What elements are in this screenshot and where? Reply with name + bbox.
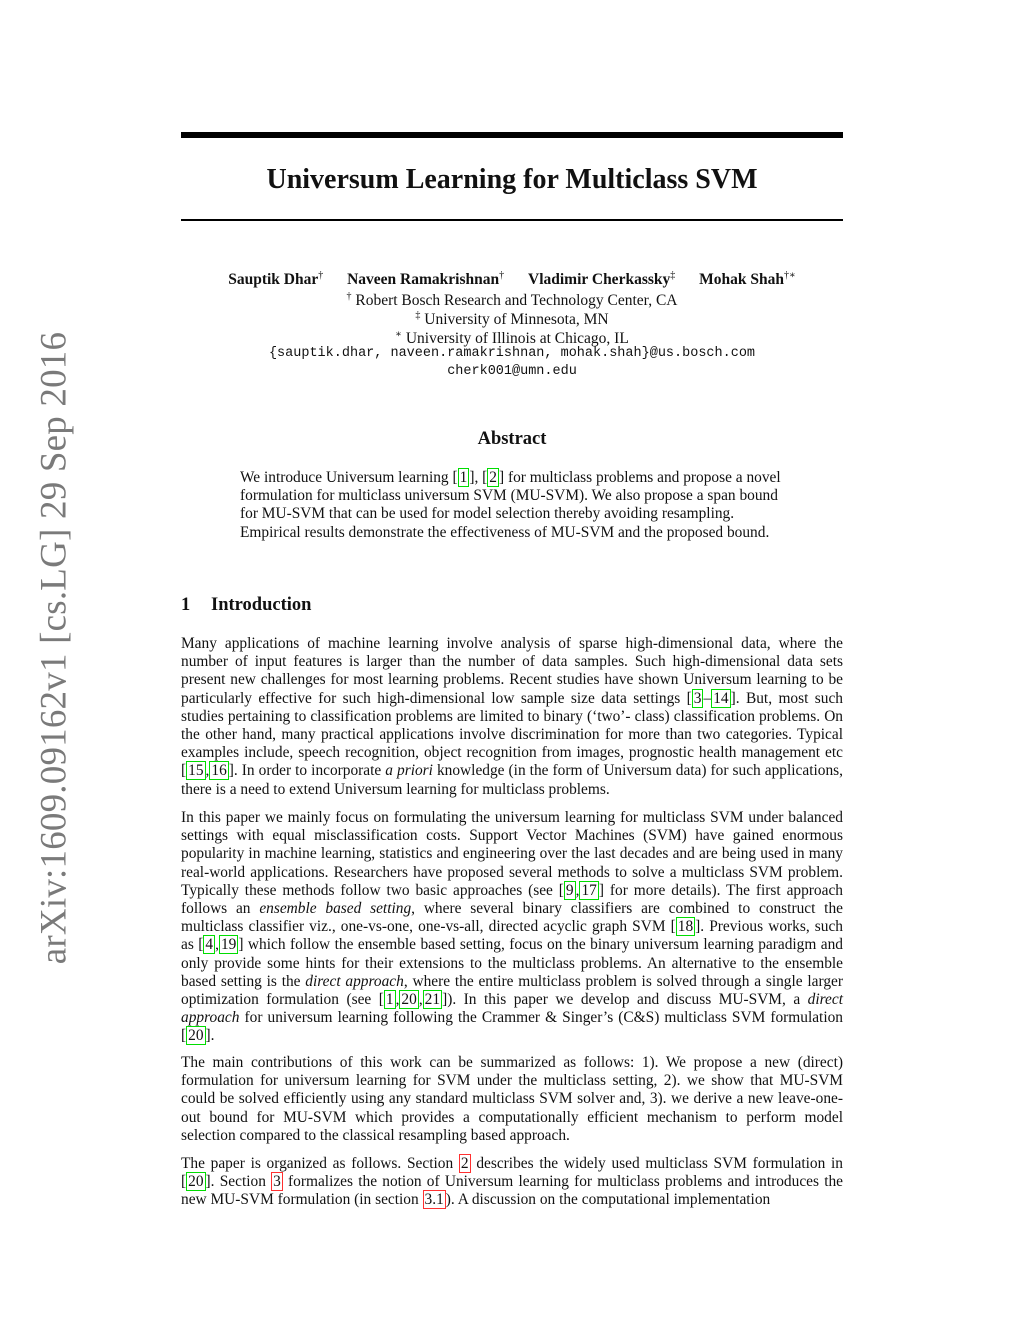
section-ref-link[interactable]: 3 <box>273 1173 281 1191</box>
citation-link[interactable]: 3 <box>693 689 702 707</box>
author: Sauptik Dhar† <box>228 270 324 288</box>
citation-link[interactable]: 15 <box>188 762 204 780</box>
citation-link[interactable]: 1 <box>459 469 468 486</box>
author-email[interactable]: {sauptik.dhar, naveen.ramakrishnan, mohak.shah}@us.bosch.com <box>268 346 756 361</box>
citation-link[interactable]: 16 <box>211 762 227 780</box>
citation-link[interactable]: 18 <box>677 918 694 936</box>
intro-paragraph: Many applications of machine learning involve analysis of sparse high-dimensional data, where the number of input features is larger than the number of data samples. Such high-dimensional data sets present new challenges for most learning problems. Recent studies have shown Universum learning to be particularly effective for such high-dimensional low sample size data settings [ 3 – 14 ]. But, most such studies pertaining to classification problems are limited to binary (‘two’- class) classification problems. On the other hand, many practical applications involve discrimination for more than two categories. Typical examples include, speech recognition, object recognition from images, prognostic health management etc [ 15 , 16 ]. In order to incorporate a priori knowledge (in the form of Universum data) for such applications, there is a need to extend Universum learning for multiclass problems. <box>181 635 843 798</box>
intro-paragraph: In this paper we mainly focus on formulating the universum learning for multiclass SVM under balanced settings with equal misclassification costs. Support Vector Machines (SVM) have gained enormous popularity in machine learning, statistics and engineering over the last decades and are being used in many real-world applications. Researchers have proposed several methods to solve a multiclass SVM problem. Typically these methods follow two basic approaches (see [ 9 , 17 ] for more details). The first approach follows an ensemble based setting, where several binary classifiers are combined to construct the multiclass classifier viz., one-vs-one, one-vs-all, directed acyclic graph SVM [ 18 ]. Previous works, such as [ 4 , 19 ] which follow the ensemble based setting, focus on the binary universum learning paradigm and only provide some hints for their extensions to the multiclass problems. An alternative to the ensemble based setting is the direct approach, where the entire multiclass problem is solved through a single larger optimization formulation (see [ 1 , 20 , 21 ]). In this paper we develop and discuss MU-SVM, a direct approach for universum learning following the Crammer & Singer’s (C&S) multiclass SVM formulation [ 20 ]. <box>181 809 844 1045</box>
abstract-heading: Abstract <box>477 429 547 449</box>
title-top-rule <box>181 132 843 138</box>
section-ref-link[interactable]: 2 <box>460 1155 469 1172</box>
author: Mohak Shah†∗ <box>699 270 796 288</box>
intro-paragraph: The main contributions of this work can be summarized as follows: 1). We propose a new (direct) formulation for universum learning for SVM under the multiclass setting, 2). we show that MU-SVM could be solved efficiently using any standard multiclass SVM solver and, 3). we derive a new leave-one-out bound for MU-SVM which provides a computationally efficient mechanism to perform model selection compared to the classical resampling based approach. <box>181 1054 843 1144</box>
intro-paragraph: The paper is organized as follows. Section 2 describes the widely used multiclass SVM formulation in [ 20 ]. Section 3 formalizes the notion of Universum learning for multiclass problems and introduces the new MU-SVM formulation (in section 3.1 ). A discussion on the computational implementation <box>181 1155 843 1209</box>
citation-link[interactable]: 20 <box>401 991 417 1009</box>
author: Naveen Ramakrishnan† <box>347 270 505 288</box>
affiliation: ∗ University of Illinois at Chicago, IL <box>395 329 629 347</box>
affiliation: ‡ University of Minnesota, MN <box>415 310 609 328</box>
author: Vladimir Cherkassky‡ <box>528 270 676 288</box>
affiliation: † Robert Bosch Research and Technology Center, CA <box>346 291 678 309</box>
citation-link[interactable]: 4 <box>205 936 214 954</box>
title-bottom-rule <box>181 219 843 221</box>
citation-link[interactable]: 14 <box>713 689 729 707</box>
citation-link[interactable]: 2 <box>489 469 497 486</box>
abstract-body: We introduce Universum learning [ 1 ], [ 2 ] for multiclass problems and propose a novel formulation for multiclass universum SVM (MU-SVM). We also propose a span bound for MU-SVM that can be used for model selection thereby avoiding resampling. Empirical results demonstrate the effectiveness of MU-SVM and the proposed bound. <box>240 469 781 541</box>
arxiv-identifier-stamp <box>0 0 75 965</box>
citation-link[interactable]: 17 <box>581 881 597 899</box>
citation-link[interactable]: 9 <box>565 881 574 899</box>
citation-link[interactable]: 19 <box>220 936 237 954</box>
section-heading-introduction: 1 Introduction <box>181 595 312 615</box>
section-ref-link[interactable]: 3.1 <box>424 1191 444 1209</box>
citation-link[interactable]: 20 <box>188 1027 204 1045</box>
arxiv-stamp-text: arXiv:1609.09162v1 [cs.LG] 29 Sep 2016 <box>33 331 75 965</box>
citation-link[interactable]: 21 <box>424 991 441 1009</box>
paper-title: Universum Learning for Multiclass SVM <box>266 164 758 195</box>
author-email[interactable]: cherk001@umn.edu <box>447 364 577 379</box>
citation-link[interactable]: 20 <box>188 1173 204 1191</box>
citation-link[interactable]: 1 <box>385 991 394 1009</box>
